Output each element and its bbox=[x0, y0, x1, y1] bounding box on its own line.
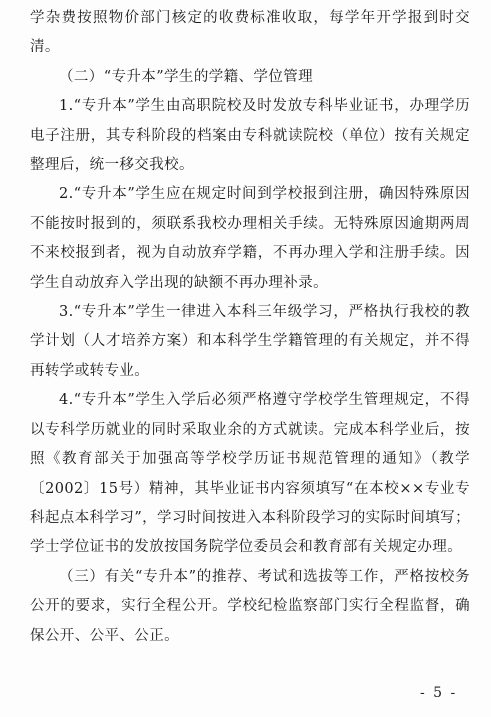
section-two-item-3: 3.“专升本”学生一律进入本科三年级学习，严格执行我校的教学计划（人才培养方案）和本科学生学籍管理的有关规定，并不得再转学或转专业。 bbox=[30, 304, 470, 379]
section-two-item-4: 4.“专升本”学生入学后必须严格遵守学校学生管理规定，不得以专科学历就业的同时采取业余的方式就读。完成本科学业后，按照《教育部关于加强高等学校学历证书规范管理的通知》（教学〔2002〕15号）精神，其毕业证书内容须填写“在本校××专业专科起点本科学习”，学习时间按进入本科阶段学习的实际时间填写；学士学位证书的发放按国务院学位委员会和教育部有关规定办理。 bbox=[30, 392, 470, 556]
section-two-item-1: 1.“专升本”学生由高职院校及时发放专科毕业证书，办理学历电子注册，其专科阶段的档案由专科就读院校（单位）按有关规定整理后，统一移交我校。 bbox=[30, 98, 470, 174]
document-body bbox=[30, 4, 470, 651]
page-number: - 5 - bbox=[420, 685, 458, 701]
section-two-item-2: 2.“专升本”学生应在规定时间到学校报到注册，确因特殊原因不能按时报到的，须联系我校办理相关手续。无特殊原因逾期两周不来校报到者，视为自动放弃学籍，不再办理入学和注册手续。因学生自动放弃入学出现的缺额不再办理补录。 bbox=[30, 186, 470, 291]
lead-paragraph: 学杂费按照物价部门核定的收费标准收取，每学年开学报到时交清。 bbox=[30, 10, 470, 56]
section-two-heading: （二）“专升本”学生的学籍、学位管理 bbox=[59, 68, 314, 85]
section-three-paragraph: （三）有关“专升本”的推荐、考试和选拔等工作，严格按校务公开的要求，实行全程公开。学校纪检监察部门实行全程监督，确保公开、公平、公正。 bbox=[30, 568, 470, 644]
